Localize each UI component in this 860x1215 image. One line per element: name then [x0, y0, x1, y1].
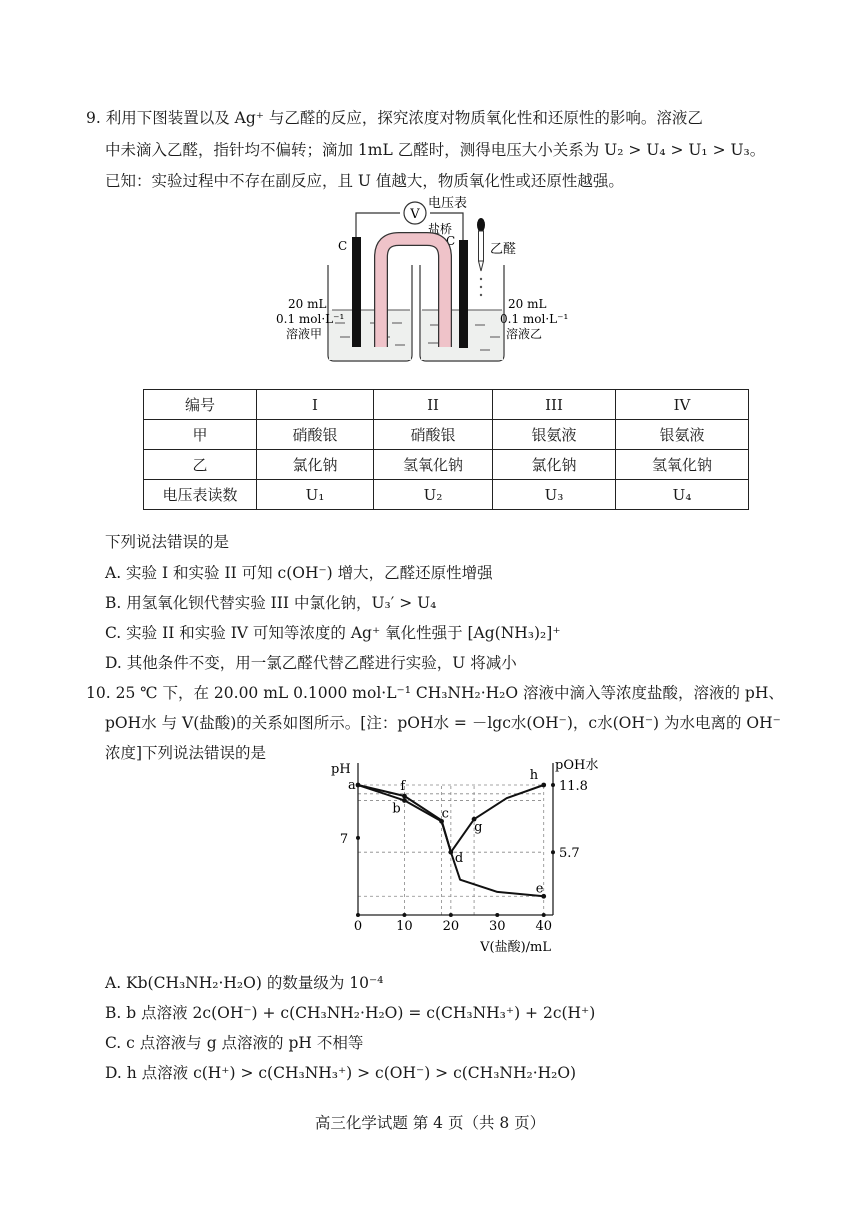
table-cell: 硝酸银	[257, 420, 374, 450]
x-tick-label: 0	[353, 919, 363, 934]
right-concentration: 0.1 mol·L⁻¹	[500, 312, 569, 326]
q9-line1: 9. 利用下图装置以及 Ag⁺ 与乙醛的反应，探究浓度对物质氧化性和还原性的影响。溶液乙	[86, 109, 703, 127]
table-cell: 乙	[144, 450, 257, 480]
x-tick-mark	[356, 913, 360, 917]
x-axis-title: V(盐酸)/mL	[480, 940, 551, 955]
electrode-left	[352, 237, 361, 347]
left-solution-name: 溶液甲	[286, 327, 323, 341]
point-marker	[541, 783, 546, 788]
table-cell: 硝酸银	[374, 420, 493, 450]
x-tick-mark	[495, 913, 499, 917]
table-cell: 氢氧化钠	[616, 450, 749, 480]
point-label: a	[348, 778, 356, 793]
q10-option-a: A. Kb(CH₃NH₂·H₂O) 的数量级为 10⁻⁴	[105, 974, 384, 992]
page-footer: 高三化学试题 第 4 页（共 8 页）	[314, 1114, 546, 1132]
titration-chart	[325, 755, 599, 960]
q9-line3: 已知：实验过程中不存在副反应，且 U 值越大，物质氧化性或还原性越强。	[105, 172, 624, 190]
y-tick-label-right: 5.7	[559, 846, 580, 862]
salt-bridge-label: 盐桥	[428, 222, 453, 236]
dropper-icon	[477, 218, 485, 296]
table-cell: U₄	[616, 480, 749, 510]
table-row	[144, 450, 749, 480]
point-label: b	[392, 801, 401, 817]
y-axis-title-left: pH	[331, 762, 351, 777]
y-tick-mark-right	[551, 783, 555, 787]
table-header-cell: IV	[616, 390, 749, 420]
y-tick-mark	[356, 836, 360, 840]
point-label: d	[454, 851, 464, 867]
q9-option-b: B. 用氢氧化钡代替实验 III 中氯化钠，U₃′ > U₄	[105, 594, 437, 612]
x-tick-mark	[402, 913, 406, 917]
chart-labels	[331, 757, 598, 955]
point-marker	[356, 783, 361, 788]
q9-option-c: C. 实验 II 和实验 IV 可知等浓度的 Ag⁺ 氧化性强于 [Ag(NH₃)₂]⁺	[105, 624, 561, 642]
point-marker	[448, 850, 453, 855]
right-volume: 20 mL	[508, 297, 547, 311]
table-cell: 银氨液	[616, 420, 749, 450]
table-header-cell: I	[257, 390, 374, 420]
point-label: h	[529, 768, 539, 783]
table-header-cell: III	[493, 390, 616, 420]
table-cell: 氢氧化钠	[374, 450, 493, 480]
reagent-label: 乙醛	[490, 242, 517, 257]
table-row	[144, 420, 749, 450]
table-cell: 甲	[144, 420, 257, 450]
q10-option-b: B. b 点溶液 2c(OH⁻) + c(CH₃NH₂·H₂O) = c(CH₃NH₃⁺) + 2c(H⁺)	[105, 1004, 596, 1022]
x-tick-label: 20	[442, 919, 460, 934]
point-label: c	[441, 806, 449, 822]
table-header-cell: 编号	[144, 390, 257, 420]
x-tick-mark	[449, 913, 453, 917]
y-axis-title-right: pOH水	[555, 758, 599, 773]
point-label: e	[535, 881, 544, 897]
q9-line2: 中未滴入乙醛，指针均不偏转；滴加 1mL 乙醛时，测得电压大小关系为 U₂ > U₄ > U₁ > U₃。	[105, 141, 766, 159]
q9-option-a: A. 实验 I 和实验 II 可知 c(OH⁻) 增大，乙醛还原性增强	[105, 564, 493, 582]
q10-line2: pOH水 与 V(盐酸)的关系如图所示。[注：pOH水 = －lgc水(OH⁻)，c水(OH⁻) 为水电离的 OH⁻	[105, 714, 781, 732]
q9-stem: 下列说法错误的是	[105, 533, 230, 551]
y-tick-label-left: 7	[339, 831, 349, 847]
point-marker	[402, 798, 407, 803]
x-tick-mark	[542, 913, 546, 917]
electrode-right	[459, 240, 468, 348]
q10-line1: 10. 25 ℃ 下，在 20.00 mL 0.1000 mol·L⁻¹ CH₃NH₂·H₂O 溶液中滴入等浓度盐酸，溶液的 pH、	[86, 684, 784, 702]
x-tick-label: 30	[489, 919, 506, 934]
table-row	[144, 390, 749, 420]
table-cell: 银氨液	[493, 420, 616, 450]
right-solution-name: 溶液乙	[506, 327, 543, 341]
y-tick-mark-right	[551, 850, 555, 854]
electrode-right-label: C	[446, 234, 456, 248]
table-cell: U₁	[257, 480, 374, 510]
point-marker	[402, 794, 407, 799]
apparatus-figure	[276, 195, 570, 375]
y-tick-label-right: 11.8	[559, 779, 588, 794]
experiment-table	[143, 389, 749, 510]
q10-option-d: D. h 点溶液 c(H⁺) > c(CH₃NH₃⁺) > c(OH⁻) > c(CH₃NH₂·H₂O)	[105, 1064, 577, 1082]
table-row	[144, 480, 749, 510]
left-volume: 20 mL	[288, 297, 327, 311]
table-cell: 电压表读数	[144, 480, 257, 510]
point-label: g	[474, 820, 483, 836]
table-cell: U₂	[374, 480, 493, 510]
electrode-left-label: C	[338, 239, 348, 253]
point-label: f	[400, 779, 406, 795]
table-header-cell: II	[374, 390, 493, 420]
x-tick-label: 10	[396, 919, 413, 934]
table-cell: 氯化钠	[257, 450, 374, 480]
q10-line3: 浓度]下列说法错误的是	[105, 744, 267, 762]
table-cell: U₃	[493, 480, 616, 510]
left-concentration: 0.1 mol·L⁻¹	[276, 312, 345, 326]
voltmeter-symbol: V	[410, 207, 420, 222]
table-cell: 氯化钠	[493, 450, 616, 480]
q10-option-c: C. c 点溶液与 g 点溶液的 pH 不相等	[105, 1034, 364, 1052]
x-tick-label: 40	[535, 919, 552, 934]
voltmeter-label: 电压表	[428, 196, 468, 211]
q9-option-d: D. 其他条件不变，用一氯乙醛代替乙醛进行实验，U 将减小	[105, 654, 517, 672]
